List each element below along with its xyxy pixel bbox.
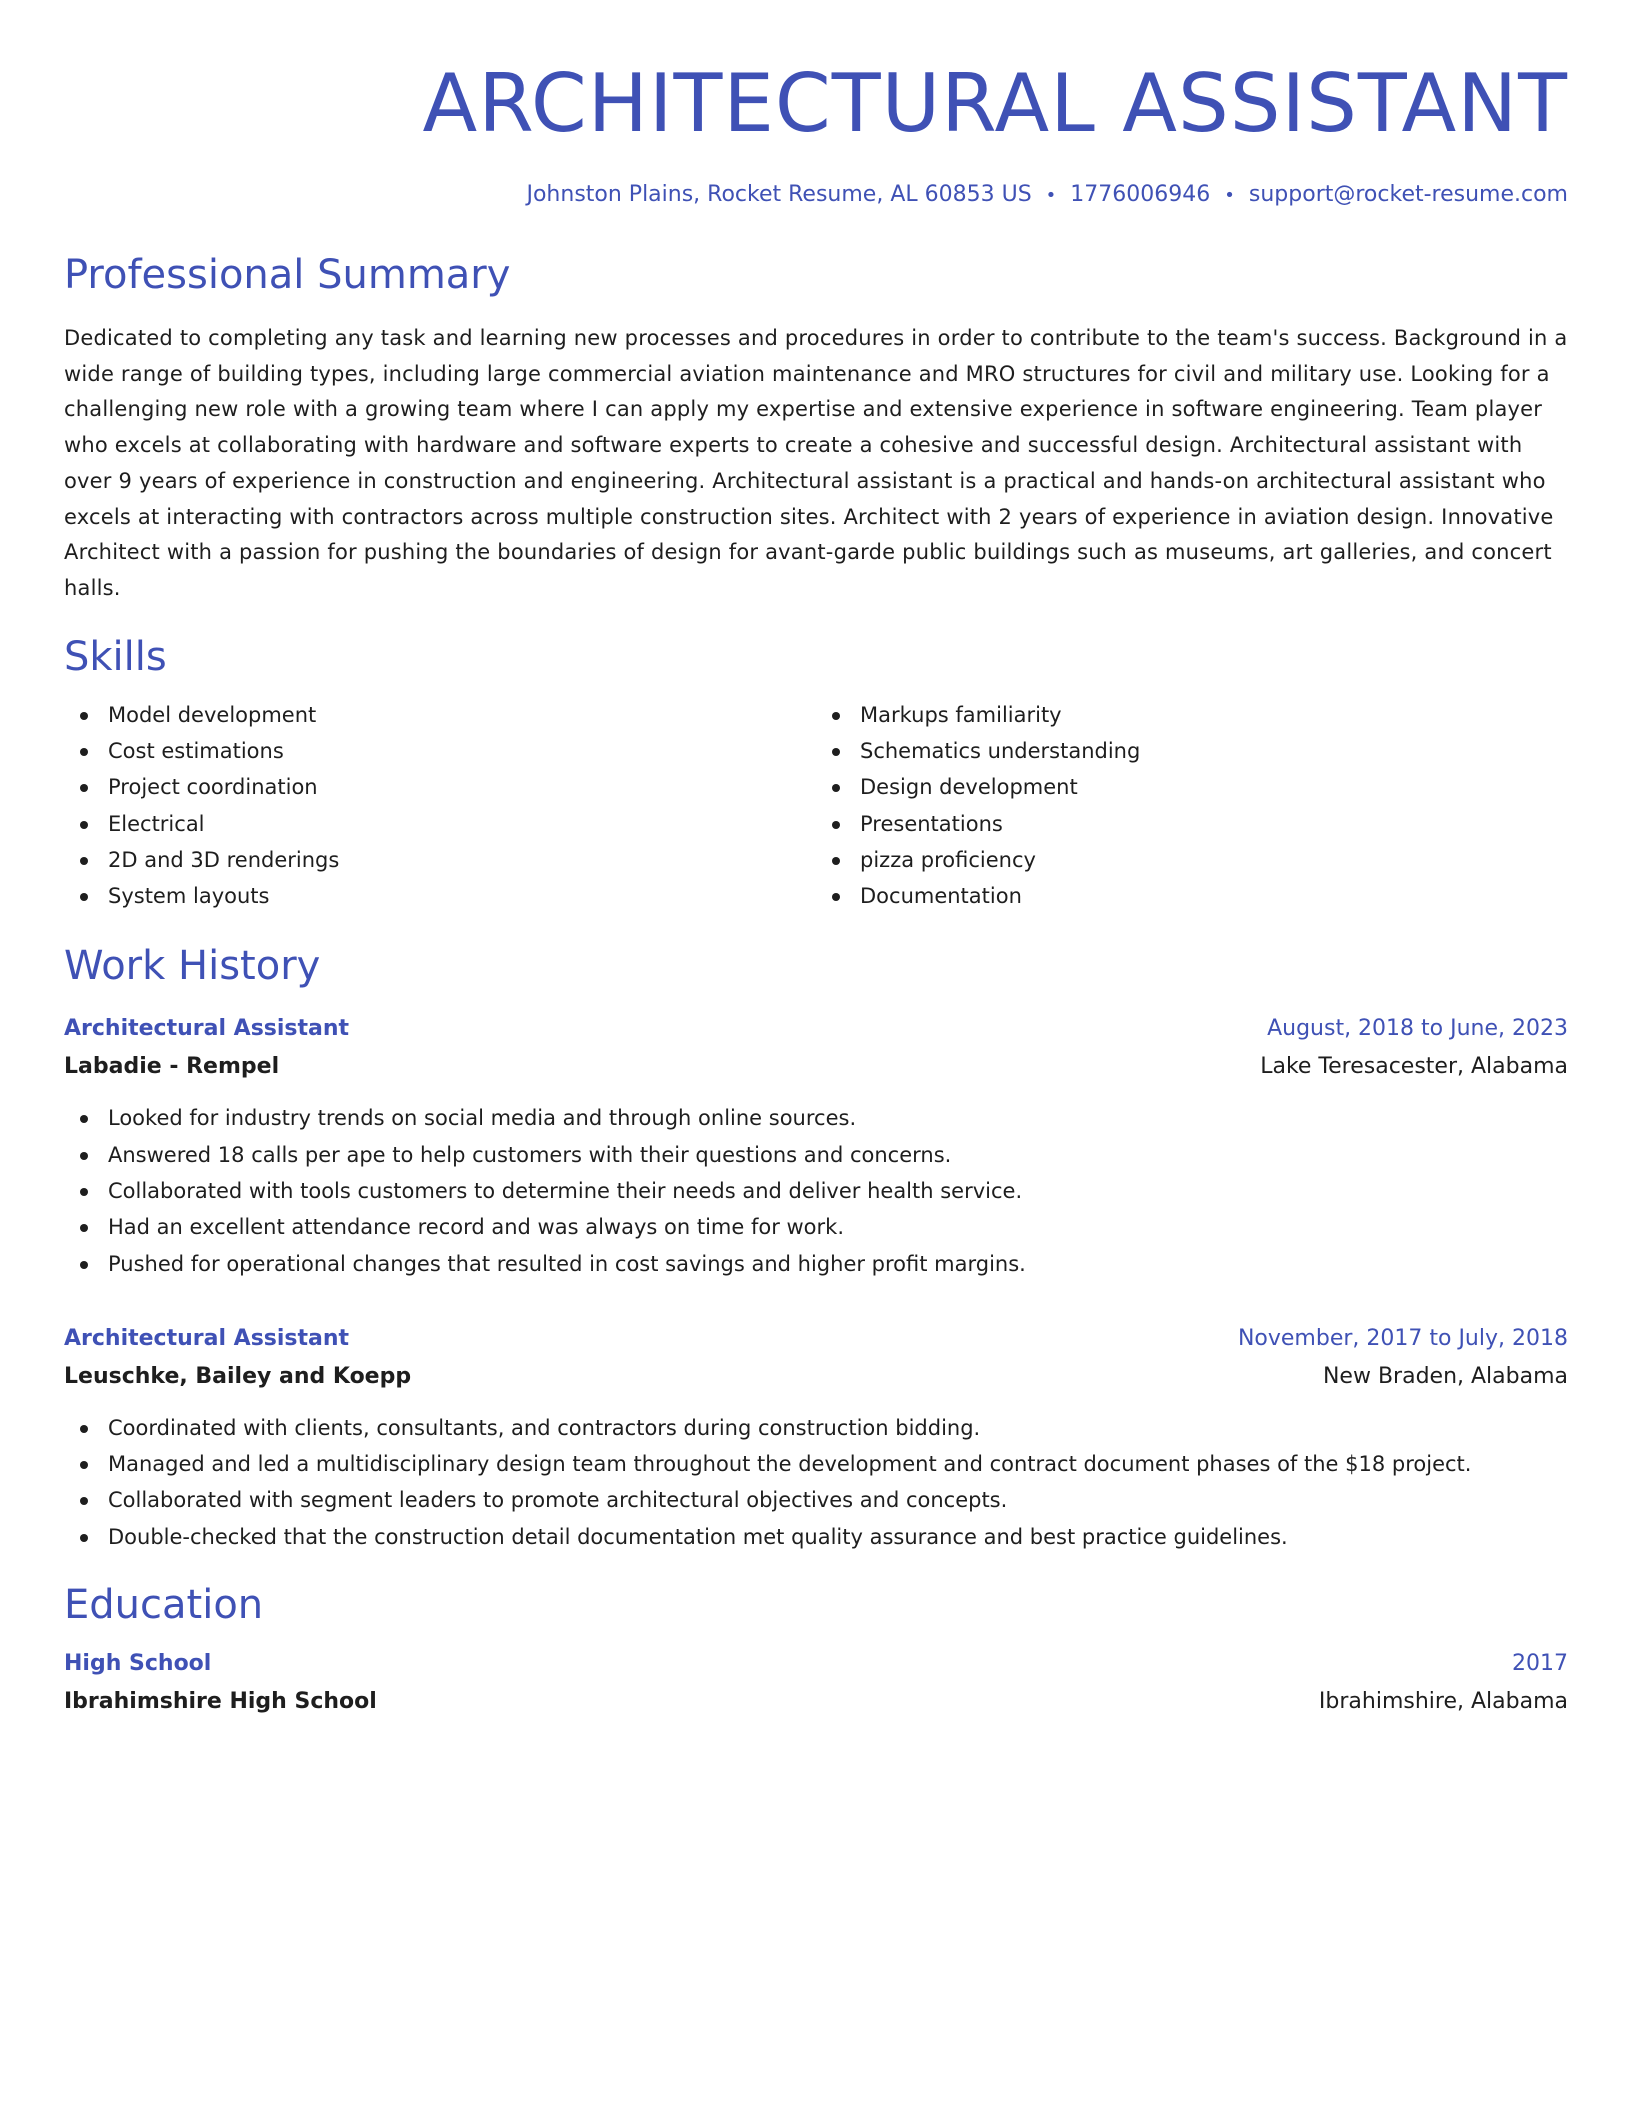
skills-list: [64, 697, 1568, 915]
education-year: 2017: [1512, 1651, 1568, 1677]
job-company: Leuschke, Bailey and Koepp: [64, 1363, 412, 1389]
skill-item: Documentation: [816, 878, 1568, 914]
duty-item: Pushed for operational changes that resulted in cost savings and higher profit margins.: [64, 1246, 1568, 1282]
duty-item: Looked for industry trends on social media and through online sources.: [64, 1100, 1568, 1136]
contact-separator: •: [1224, 185, 1235, 206]
education-location: Ibrahimshire, Alabama: [1318, 1689, 1568, 1715]
job-location: Lake Teresacester, Alabama: [1260, 1054, 1568, 1080]
skill-item: Cost estimations: [64, 733, 816, 769]
duty-item: Had an excellent attendance record and was always on time for work.: [64, 1209, 1568, 1245]
education-entry: [64, 1645, 1568, 1721]
skills-column-right: [816, 697, 1568, 915]
contact-line: [64, 180, 1568, 211]
skill-item: Markups familiarity: [816, 697, 1568, 733]
work-history-heading: Work History: [64, 943, 321, 990]
job-company: Labadie - Rempel: [64, 1054, 280, 1080]
skills-column-left: [64, 697, 816, 915]
summary-heading: Professional Summary: [64, 252, 511, 298]
job-company-row: [64, 1048, 1568, 1086]
job-dates: November, 2017 to July, 2018: [1237, 1325, 1568, 1351]
job-company-row: [64, 1358, 1568, 1396]
job-dates: August, 2018 to June, 2023: [1267, 1016, 1568, 1042]
skill-item: Design development: [816, 769, 1568, 805]
job-header-row: [64, 1320, 1568, 1358]
skill-item: Model development: [64, 697, 816, 733]
job-title: Architectural Assistant: [64, 1016, 350, 1042]
contact-address: Johnston Plains, Rocket Resume, AL 60853 US: [526, 182, 1032, 207]
job-title: Architectural Assistant: [64, 1325, 350, 1351]
job-entry: [64, 1320, 1568, 1555]
skill-item: System layouts: [64, 878, 816, 914]
skill-item: Presentations: [816, 806, 1568, 842]
job-location: New Braden, Alabama: [1322, 1363, 1568, 1389]
skill-item: pizza proficiency: [816, 842, 1568, 878]
summary-text: Dedicated to completing any task and learning new processes and procedures in order to contribute to the team's success. Background in a wide range of building types, including large commercial aviation maintenance and MRO structures for civil and military use. Looking for a challenging new role with a growing team where I can apply my expertise and extensive experience in software engineering. Team player who excels at collaborating with hardware and software experts to create a cohesive and successful design. Architectural assistant with over 9 years of experience in construction and engineering. Architectural assistant is a practical and hands-on architectural assistant who excels at interacting with contractors across multiple construction sites. Architect with 2 years of experience in aviation design. Innovative Architect with a passion for pushing the boundaries of design for avant-garde public buildings such as museums, art galleries, and concert halls.: [64, 326, 1568, 600]
duty-item: Coordinated with clients, consultants, and contractors during construction bidding.: [64, 1410, 1568, 1446]
education-school: Ibrahimshire High School: [64, 1689, 377, 1715]
skills-heading: Skills: [64, 633, 167, 680]
skill-item: Schematics understanding: [816, 733, 1568, 769]
duty-item: Collaborated with tools customers to determine their needs and deliver health service.: [64, 1173, 1568, 1209]
skill-item: Electrical: [64, 806, 816, 842]
duty-item: Collaborated with segment leaders to promote architectural objectives and concepts.: [64, 1482, 1568, 1518]
duty-item: Double-checked that the construction detail documentation met quality assurance and best practice guidelines.: [64, 1519, 1568, 1555]
contact-email: support@rocket-resume.com: [1248, 182, 1568, 207]
job-duties: [64, 1100, 1568, 1281]
education-school-row: [64, 1683, 1568, 1721]
job-duties: [64, 1410, 1568, 1555]
education-heading: Education: [64, 1582, 264, 1629]
skill-item: Project coordination: [64, 769, 816, 805]
duty-item: Managed and led a multidisciplinary design team throughout the development and contract document phases of the $18 project.: [64, 1446, 1568, 1482]
education-header-row: [64, 1645, 1568, 1683]
education-degree: High School: [64, 1651, 212, 1677]
contact-separator: •: [1045, 185, 1057, 206]
duty-item: Answered 18 calls per ape to help customers with their questions and concerns.: [64, 1137, 1568, 1173]
skill-item: 2D and 3D renderings: [64, 842, 816, 878]
job-entry: [64, 1010, 1568, 1281]
contact-phone: 1776006946: [1070, 182, 1211, 207]
resume-name: ARCHITECTURAL ASSISTANT: [422, 57, 1568, 150]
job-header-row: [64, 1010, 1568, 1048]
